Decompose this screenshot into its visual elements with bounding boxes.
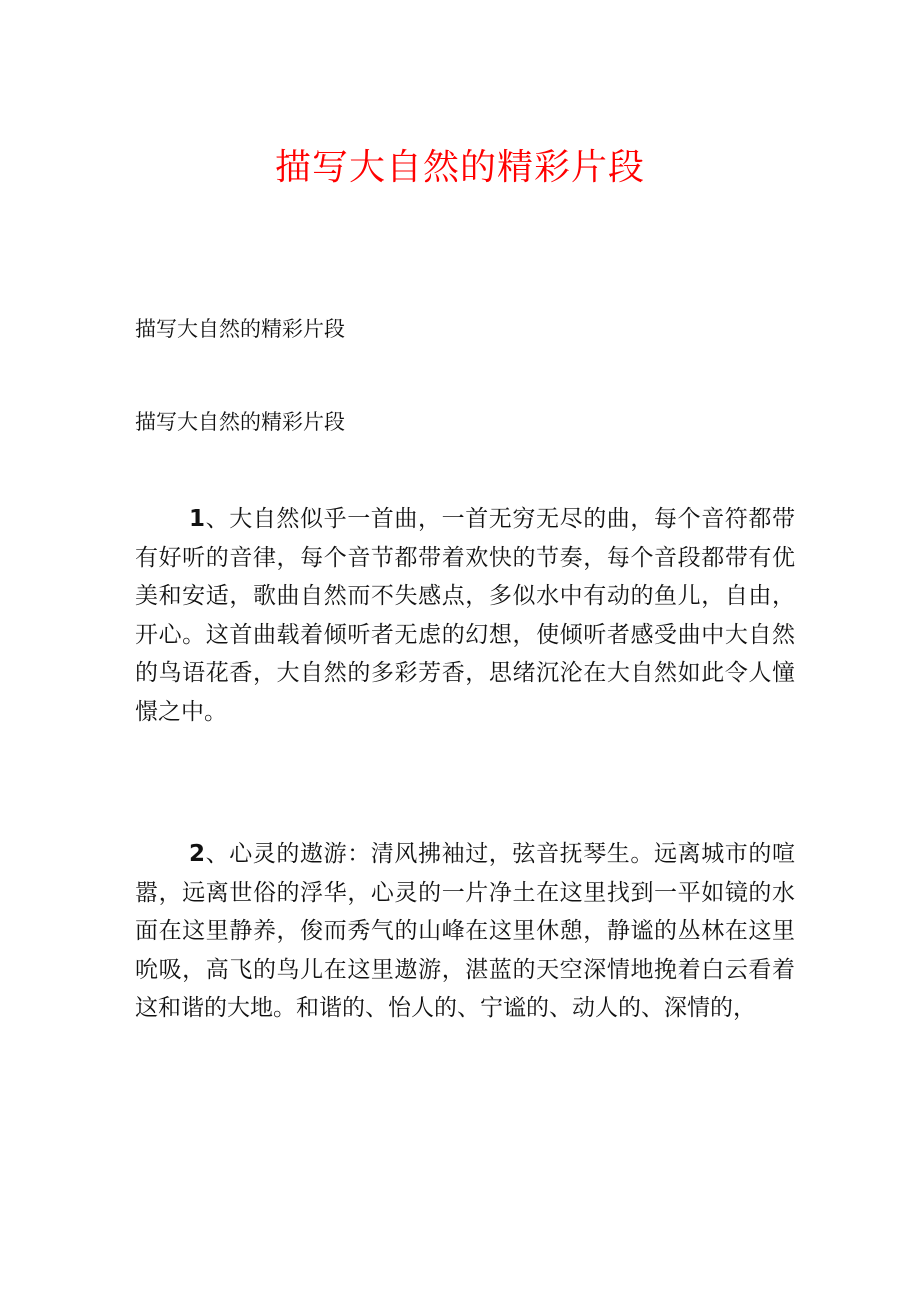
subheading-1: 描写大自然的精彩片段	[135, 317, 345, 341]
subheading-2: 描写大自然的精彩片段	[135, 410, 345, 434]
document-title: 描写大自然的精彩片段	[274, 147, 645, 188]
paragraph-1	[135, 500, 795, 731]
paragraph-2-number: 2	[189, 841, 206, 867]
paragraph-1-number: 1	[189, 506, 206, 532]
paragraph-1-text: 、大自然似乎一首曲，一首无穷无尽的曲，每个音符都带有好听的音律，每个音节都带着欢快的节奏，每个音段都带有优美和安适，歌曲自然而不失感点，多似水中有动的鱼儿，自由，开心。这首曲载着倾听者无虑的幻想，使倾听者感受曲中大自然的鸟语花香，大自然的多彩芳香，思绪沉沦在大自然如此令人憧憬之中。	[135, 506, 795, 725]
paragraph-2-text: 、心灵的遨游：清风拂袖过，弦音抚琴生。远离城市的喧嚣，远离世俗的浮华，心灵的一片净土在这里找到一平如镜的水面在这里静养，俊而秀气的山峰在这里休憩，静谧的丛林在这里吮吸，高飞的鸟儿在这里遨游，湛蓝的天空深情地挽着白云看着这和谐的大地。和谐的、怡人的、宁谧的、动人的、深情的，	[135, 841, 795, 1021]
paragraph-2	[135, 835, 795, 1028]
